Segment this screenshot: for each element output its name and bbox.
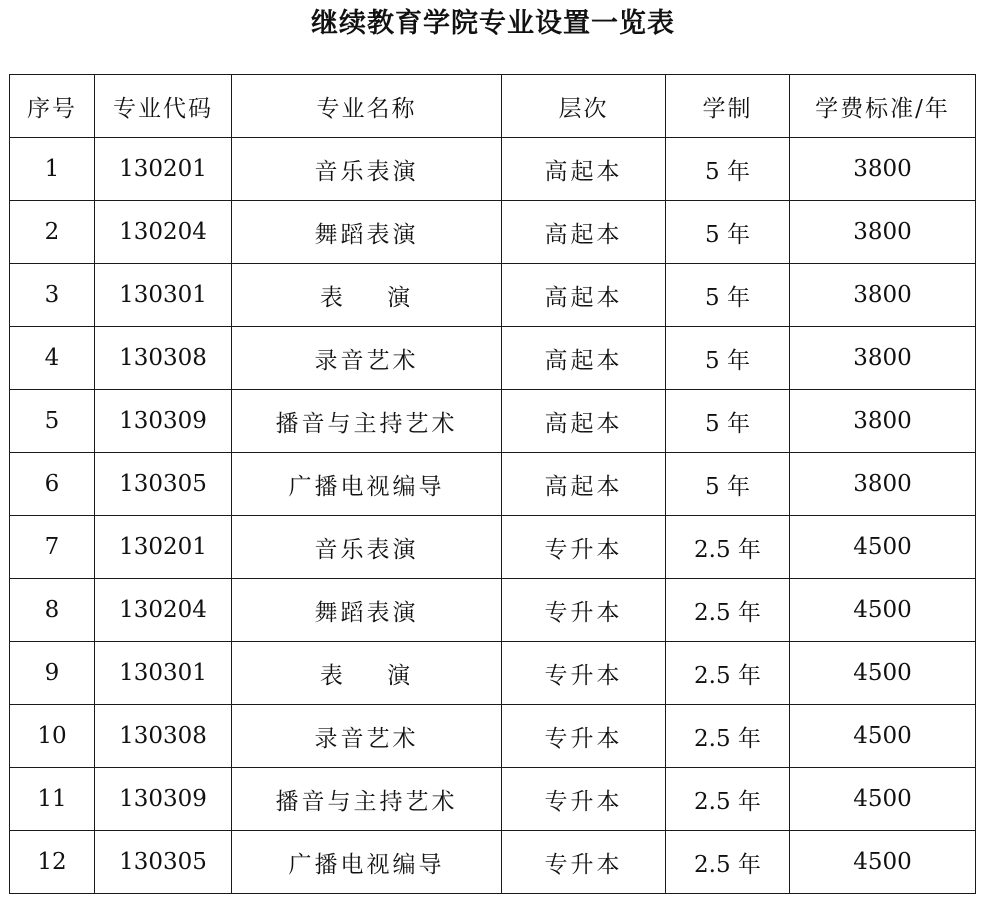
cell-duration: 2.5 年 xyxy=(666,642,790,705)
cell-duration: 5 年 xyxy=(666,390,790,453)
header-row xyxy=(10,75,976,138)
cell-level: 专升本 xyxy=(502,579,666,642)
cell-duration: 5 年 xyxy=(666,201,790,264)
cell-tuition: 3800 xyxy=(790,264,976,327)
cell-seq: 8 xyxy=(10,579,95,642)
cell-level: 专升本 xyxy=(502,831,666,894)
cell-major-code: 130204 xyxy=(95,201,232,264)
cell-duration: 2.5 年 xyxy=(666,579,790,642)
cell-level: 高起本 xyxy=(502,138,666,201)
cell-level: 高起本 xyxy=(502,453,666,516)
cell-tuition: 4500 xyxy=(790,705,976,768)
cell-tuition: 4500 xyxy=(790,516,976,579)
cell-seq: 1 xyxy=(10,138,95,201)
cell-duration: 2.5 年 xyxy=(666,831,790,894)
cell-seq: 6 xyxy=(10,453,95,516)
cell-major-name: 表 演 xyxy=(232,642,502,705)
table-row xyxy=(10,579,976,642)
major-table xyxy=(9,74,976,894)
cell-level: 专升本 xyxy=(502,516,666,579)
cell-level: 专升本 xyxy=(502,768,666,831)
table-row xyxy=(10,831,976,894)
cell-seq: 5 xyxy=(10,390,95,453)
cell-seq: 9 xyxy=(10,642,95,705)
cell-tuition: 3800 xyxy=(790,138,976,201)
cell-seq: 7 xyxy=(10,516,95,579)
cell-major-name: 录音艺术 xyxy=(232,705,502,768)
cell-duration: 2.5 年 xyxy=(666,705,790,768)
cell-seq: 12 xyxy=(10,831,95,894)
cell-duration: 5 年 xyxy=(666,327,790,390)
cell-duration: 2.5 年 xyxy=(666,768,790,831)
header-tuition: 学费标准/年 xyxy=(790,75,976,138)
table-row xyxy=(10,201,976,264)
cell-tuition: 4500 xyxy=(790,579,976,642)
cell-major-name: 舞蹈表演 xyxy=(232,201,502,264)
cell-major-name: 表 演 xyxy=(232,264,502,327)
table-row xyxy=(10,516,976,579)
table-row xyxy=(10,138,976,201)
header-major-code: 专业代码 xyxy=(95,75,232,138)
cell-major-name: 音乐表演 xyxy=(232,138,502,201)
cell-tuition: 3800 xyxy=(790,453,976,516)
table-row xyxy=(10,768,976,831)
cell-level: 高起本 xyxy=(502,264,666,327)
cell-level: 专升本 xyxy=(502,705,666,768)
table-row xyxy=(10,390,976,453)
table-row xyxy=(10,327,976,390)
cell-major-code: 130305 xyxy=(95,453,232,516)
header-duration: 学制 xyxy=(666,75,790,138)
table-row xyxy=(10,642,976,705)
table-header xyxy=(10,75,976,138)
cell-seq: 3 xyxy=(10,264,95,327)
cell-major-code: 130301 xyxy=(95,264,232,327)
page-title: 继续教育学院专业设置一览表 xyxy=(311,8,675,39)
cell-seq: 4 xyxy=(10,327,95,390)
table-row xyxy=(10,264,976,327)
cell-major-code: 130201 xyxy=(95,138,232,201)
cell-tuition: 3800 xyxy=(790,327,976,390)
header-seq: 序号 xyxy=(10,75,95,138)
cell-major-name: 舞蹈表演 xyxy=(232,579,502,642)
table-row xyxy=(10,453,976,516)
cell-level: 专升本 xyxy=(502,642,666,705)
cell-tuition: 4500 xyxy=(790,642,976,705)
cell-major-name: 音乐表演 xyxy=(232,516,502,579)
cell-seq: 11 xyxy=(10,768,95,831)
cell-duration: 5 年 xyxy=(666,138,790,201)
cell-major-code: 130305 xyxy=(95,831,232,894)
cell-level: 高起本 xyxy=(502,327,666,390)
table-body xyxy=(10,138,976,894)
cell-major-code: 130301 xyxy=(95,642,232,705)
cell-level: 高起本 xyxy=(502,390,666,453)
cell-level: 高起本 xyxy=(502,201,666,264)
cell-major-code: 130204 xyxy=(95,579,232,642)
cell-tuition: 4500 xyxy=(790,831,976,894)
cell-duration: 5 年 xyxy=(666,453,790,516)
cell-major-name: 录音艺术 xyxy=(232,327,502,390)
cell-tuition: 3800 xyxy=(790,390,976,453)
cell-major-name: 广播电视编导 xyxy=(232,453,502,516)
cell-major-code: 130309 xyxy=(95,390,232,453)
cell-major-name: 播音与主持艺术 xyxy=(232,768,502,831)
cell-tuition: 3800 xyxy=(790,201,976,264)
cell-major-name: 广播电视编导 xyxy=(232,831,502,894)
cell-major-code: 130309 xyxy=(95,768,232,831)
cell-seq: 2 xyxy=(10,201,95,264)
cell-tuition: 4500 xyxy=(790,768,976,831)
cell-major-code: 130308 xyxy=(95,327,232,390)
header-level: 层次 xyxy=(502,75,666,138)
cell-seq: 10 xyxy=(10,705,95,768)
cell-major-code: 130201 xyxy=(95,516,232,579)
cell-major-name: 播音与主持艺术 xyxy=(232,390,502,453)
cell-major-code: 130308 xyxy=(95,705,232,768)
header-major-name: 专业名称 xyxy=(232,75,502,138)
table-row xyxy=(10,705,976,768)
cell-duration: 5 年 xyxy=(666,264,790,327)
cell-duration: 2.5 年 xyxy=(666,516,790,579)
